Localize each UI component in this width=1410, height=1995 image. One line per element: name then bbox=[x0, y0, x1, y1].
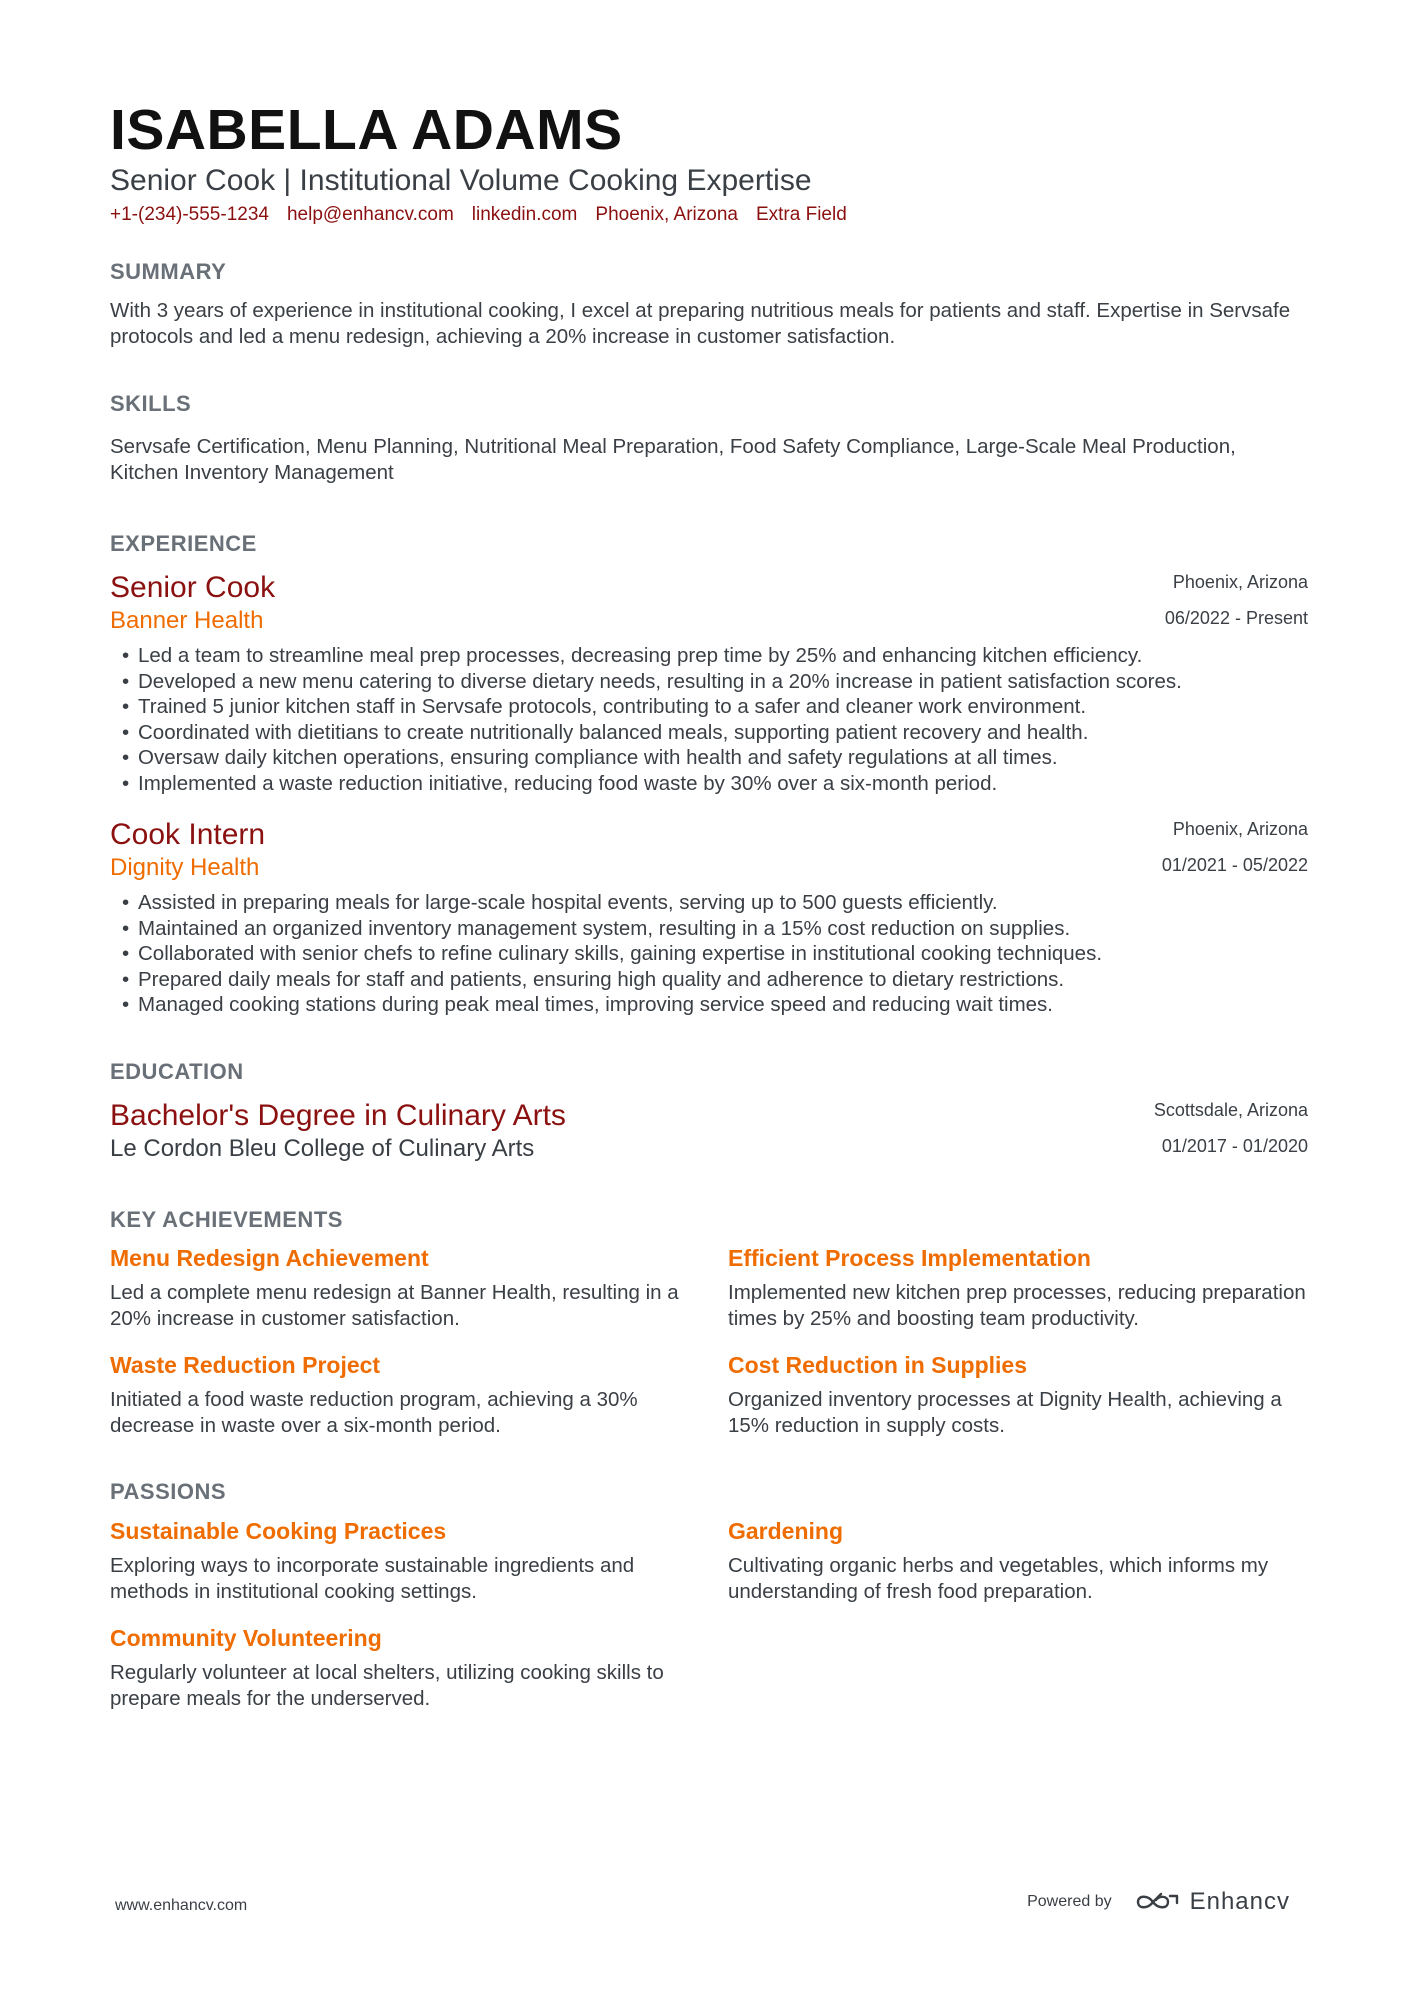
contact-extra: Extra Field bbox=[755, 204, 847, 225]
powered-by-label: Powered by bbox=[1027, 1893, 1112, 1910]
job-bullets bbox=[122, 890, 1322, 1018]
job-location: Phoenix, Arizona bbox=[1172, 572, 1308, 592]
footer-website[interactable]: www.enhancv.com bbox=[115, 1897, 248, 1914]
passion-title: Gardening bbox=[728, 1518, 844, 1544]
achievement-text: Initiated a food waste reduction program, achieving a 30% decrease in waste over a six-month period. bbox=[110, 1388, 638, 1437]
achievement-text: Implemented new kitchen prep processes, reducing preparation times by 25% and boosting team productivity. bbox=[728, 1281, 1306, 1330]
list-item: • Managed cooking stations during peak meal times, improving service speed and reducing wait times. bbox=[122, 992, 1322, 1018]
job-company: Banner Health bbox=[110, 607, 264, 634]
passion-text: Regularly volunteer at local shelters, utilizing cooking skills to prepare meals for the underserved. bbox=[110, 1661, 664, 1710]
achievement-title: Cost Reduction in Supplies bbox=[728, 1352, 1028, 1378]
job-role: Cook Intern bbox=[110, 818, 266, 851]
brand[interactable] bbox=[1134, 1888, 1290, 1916]
skills-text: Servsafe Certification, Menu Planning, Nutritional Meal Preparation, Food Safety Compliance, Large-Scale Meal Production, Kitchen Inventory Management bbox=[110, 435, 1236, 484]
job-company: Dignity Health bbox=[110, 854, 260, 881]
experience-heading: EXPERIENCE bbox=[110, 531, 257, 556]
list-item: • Prepared daily meals for staff and patients, ensuring high quality and adherence to dietary restrictions. bbox=[122, 967, 1322, 993]
education-school: Le Cordon Bleu College of Culinary Arts bbox=[110, 1135, 535, 1162]
brand-name: Enhancv bbox=[1189, 1888, 1290, 1915]
list-item: • Maintained an organized inventory management system, resulting in a 15% cost reduction on supplies. bbox=[122, 916, 1322, 942]
list-item: • Collaborated with senior chefs to refine culinary skills, gaining expertise in institutional cooking techniques. bbox=[122, 941, 1322, 967]
summary-text: With 3 years of experience in institutional cooking, I excel at preparing nutritious meals for patients and staff. Expertise in Servsafe protocols and led a menu redesign, achieving a 20% increase in customer satisfaction. bbox=[110, 299, 1291, 348]
list-item: • Assisted in preparing meals for large-scale hospital events, serving up to 500 guests efficiently. bbox=[122, 890, 1322, 916]
passion-title: Community Volunteering bbox=[110, 1625, 382, 1651]
candidate-subtitle: Senior Cook | Institutional Volume Cooking Expertise bbox=[110, 164, 812, 197]
achievement-text: Led a complete menu redesign at Banner Health, resulting in a 20% increase in customer satisfaction. bbox=[110, 1281, 679, 1330]
list-item: • Oversaw daily kitchen operations, ensuring compliance with health and safety regulations at all times. bbox=[122, 745, 1322, 771]
education-location: Scottsdale, Arizona bbox=[1153, 1100, 1308, 1120]
job-location: Phoenix, Arizona bbox=[1172, 819, 1308, 839]
passion-text: Cultivating organic herbs and vegetables, which informs my understanding of fresh food preparation. bbox=[728, 1554, 1269, 1603]
job-dates: 06/2022 - Present bbox=[1164, 608, 1308, 628]
achievement-title: Waste Reduction Project bbox=[110, 1352, 381, 1378]
achievements-heading: KEY ACHIEVEMENTS bbox=[110, 1207, 343, 1232]
achievement-title: Efficient Process Implementation bbox=[728, 1245, 1091, 1271]
summary-heading: SUMMARY bbox=[110, 259, 227, 284]
list-item: • Trained 5 junior kitchen staff in Servsafe protocols, contributing to a safer and cleaner work environment. bbox=[122, 694, 1322, 720]
contact-phone[interactable]: +1-(234)-555-1234 bbox=[110, 204, 269, 225]
list-item: • Led a team to streamline meal prep processes, decreasing prep time by 25% and enhancing kitchen efficiency. bbox=[122, 643, 1322, 669]
contact-linkedin[interactable]: linkedin.com bbox=[471, 204, 578, 225]
list-item: • Coordinated with dietitians to create nutritionally balanced meals, supporting patient recovery and health. bbox=[122, 720, 1322, 746]
achievement-title: Menu Redesign Achievement bbox=[110, 1245, 429, 1271]
footer-branding bbox=[1027, 1884, 1290, 1920]
contact-location: Phoenix, Arizona bbox=[595, 204, 738, 225]
passion-text: Exploring ways to incorporate sustainable ingredients and methods in institutional cooking settings. bbox=[110, 1554, 635, 1603]
enhancv-logo-icon bbox=[1134, 1890, 1180, 1914]
skills-heading: SKILLS bbox=[110, 391, 192, 416]
job-dates: 01/2021 - 05/2022 bbox=[1161, 855, 1308, 875]
list-item: • Developed a new menu catering to diverse dietary needs, resulting in a 20% increase in patient satisfaction scores. bbox=[122, 669, 1322, 695]
contact-email[interactable]: help@enhancv.com bbox=[286, 204, 454, 225]
education-heading: EDUCATION bbox=[110, 1059, 244, 1084]
contact-line bbox=[110, 203, 847, 227]
passions-heading: PASSIONS bbox=[110, 1479, 227, 1504]
list-item: • Implemented a waste reduction initiative, reducing food waste by 30% over a six-month period. bbox=[122, 771, 1322, 797]
education-dates: 01/2017 - 01/2020 bbox=[1161, 1136, 1308, 1156]
candidate-name: ISABELLA ADAMS bbox=[110, 98, 623, 162]
passion-title: Sustainable Cooking Practices bbox=[110, 1518, 447, 1544]
education-degree: Bachelor's Degree in Culinary Arts bbox=[110, 1099, 566, 1132]
job-bullets bbox=[122, 643, 1322, 797]
achievement-text: Organized inventory processes at Dignity Health, achieving a 15% reduction in supply costs. bbox=[728, 1388, 1282, 1437]
job-role: Senior Cook bbox=[110, 571, 276, 604]
